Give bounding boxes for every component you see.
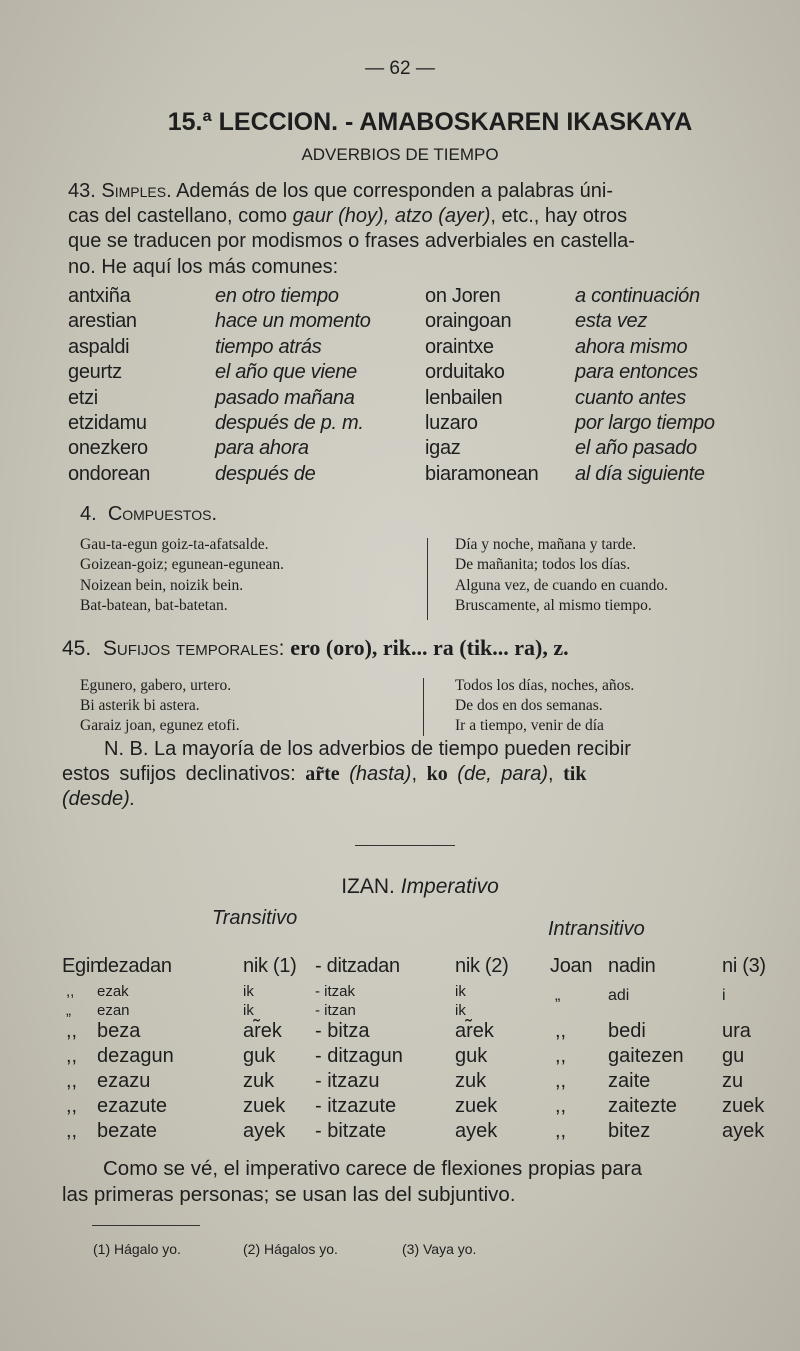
intransitivo-label: Intransitivo bbox=[548, 918, 645, 940]
heading-sufijos bbox=[62, 635, 569, 661]
trans-cell: ik bbox=[455, 983, 466, 1000]
suffix: tik bbox=[563, 763, 587, 785]
basque-adverb: igaz bbox=[425, 437, 461, 460]
trans-cell: guk bbox=[243, 1045, 276, 1067]
spanish-gloss: para entonces bbox=[575, 361, 698, 384]
text: estos sufijos declinativos: bbox=[62, 763, 306, 785]
trans-cell: ik bbox=[243, 983, 254, 1000]
header-cell: dezadan bbox=[97, 955, 172, 977]
spanish-gloss: para ahora bbox=[215, 437, 309, 460]
basque-phrase: Goizean-goiz; egunean-egunean. bbox=[80, 556, 284, 574]
basque-adverb: on Joren bbox=[425, 285, 501, 307]
intrans-cell: gu bbox=[722, 1045, 745, 1067]
intrans-cell: zaite bbox=[608, 1070, 651, 1092]
trans-cell: - bitzate bbox=[315, 1120, 387, 1142]
text: no. He aquí los más comunes: bbox=[68, 256, 339, 278]
intrans-cell: ,, bbox=[555, 1070, 567, 1092]
intrans-cell: ,, bbox=[555, 1120, 567, 1142]
intrans-cell: „ bbox=[555, 987, 561, 1004]
heading-simples: Simples bbox=[101, 180, 167, 202]
trans-cell: zuek bbox=[455, 1095, 498, 1117]
heading-compuestos bbox=[80, 503, 217, 526]
num: 45. bbox=[62, 637, 92, 660]
trans-cell: zuek bbox=[243, 1095, 286, 1117]
suffixes: ero (oro), rik... ra (tik... ra), z. bbox=[290, 635, 569, 660]
header-cell: nadin bbox=[608, 955, 656, 977]
spanish-gloss: Ir a tiempo, venir de día bbox=[455, 717, 604, 734]
spanish-gloss: De dos en dos semanas. bbox=[455, 697, 603, 714]
transitivo-label: Transitivo bbox=[212, 907, 298, 929]
footnote-2: (2) Hágalos yo. bbox=[243, 1241, 338, 1257]
title-italic: Imperativo bbox=[400, 875, 499, 898]
trans-cell: ,, bbox=[66, 1095, 78, 1117]
trans-cell: ayek bbox=[243, 1120, 286, 1142]
trans-cell: ,, bbox=[66, 1070, 78, 1092]
text: , etc., hay otros bbox=[490, 205, 628, 227]
trans-cell: guk bbox=[455, 1045, 488, 1067]
header-cell: Egin bbox=[62, 955, 101, 977]
header-cell: ni (3) bbox=[722, 955, 766, 977]
trans-cell: ik bbox=[455, 1002, 466, 1019]
izan-title bbox=[20, 875, 800, 899]
text: cas del castellano, como bbox=[68, 205, 293, 227]
intrans-cell: zu bbox=[722, 1070, 744, 1092]
spanish-gloss: pasado mañana bbox=[215, 386, 355, 409]
heading: Sufijos temporales: bbox=[102, 637, 285, 660]
divider bbox=[423, 678, 424, 736]
basque-adverb: antxiña bbox=[68, 285, 131, 307]
spanish-gloss: por largo tiempo bbox=[575, 412, 715, 434]
basque-adverb: etzidamu bbox=[68, 412, 147, 434]
closing-line1: Como se vé, el imperativo carece de flexiones propias para bbox=[103, 1157, 642, 1180]
intrans-cell: zuek bbox=[722, 1095, 765, 1117]
trans-cell: - bitza bbox=[315, 1020, 370, 1042]
nb-line3: (desde). bbox=[62, 788, 136, 810]
intrans-cell: gaitezen bbox=[608, 1045, 684, 1067]
basque-adverb: ondorean bbox=[68, 462, 151, 485]
intrans-cell: ura bbox=[722, 1020, 751, 1042]
trans-cell: dezagun bbox=[97, 1045, 174, 1067]
trans-cell: ar̃ek bbox=[455, 1020, 494, 1042]
trans-cell: ar̃ek bbox=[243, 1020, 282, 1042]
intrans-cell: adi bbox=[608, 987, 630, 1004]
trans-cell: beza bbox=[97, 1020, 141, 1042]
header-cell: Joan bbox=[550, 955, 593, 977]
spanish-gloss: en otro tiempo bbox=[215, 285, 339, 307]
spanish-gloss: el año que viene bbox=[215, 361, 357, 384]
basque-phrase: Garaiz joan, egunez etofi. bbox=[80, 717, 240, 734]
footnote-rule bbox=[92, 1225, 200, 1226]
heading: Compuestos. bbox=[107, 503, 218, 525]
suffix: ar̃te bbox=[305, 763, 340, 785]
text: . Además de los que corresponden a palabras úni- bbox=[166, 180, 614, 202]
basque-phrase: Egunero, gabero, urtero. bbox=[80, 677, 232, 694]
trans-cell: ,, bbox=[66, 983, 75, 1000]
basque-adverb: aspaldi bbox=[68, 335, 130, 358]
trans-cell: ezan bbox=[97, 1002, 130, 1019]
basque-adverb: onezkero bbox=[68, 437, 148, 460]
intrans-cell: ,, bbox=[555, 1095, 567, 1117]
basque-adverb: oraintxe bbox=[425, 335, 494, 358]
basque-adverb: arestian bbox=[68, 310, 137, 333]
examples: gaur (hoy), atzo (ayer) bbox=[292, 205, 491, 227]
trans-cell: bezate bbox=[97, 1120, 158, 1142]
header-cell: - ditzadan bbox=[315, 955, 400, 977]
title: IZAN. bbox=[341, 875, 395, 898]
header-cell: nik (1) bbox=[243, 955, 297, 977]
spanish-gloss: al día siguiente bbox=[575, 462, 705, 485]
page-number: — 62 — bbox=[365, 58, 435, 79]
gloss: (hasta) bbox=[349, 763, 412, 785]
intrans-cell: zaitezte bbox=[608, 1095, 677, 1117]
num: 4. bbox=[80, 503, 97, 525]
trans-cell: - itzazu bbox=[315, 1070, 380, 1092]
spanish-gloss: Día y noche, mañana y tarde. bbox=[455, 536, 637, 553]
spanish-gloss: esta vez bbox=[575, 310, 648, 333]
trans-cell: ezazu bbox=[97, 1070, 151, 1092]
footnote-3: (3) Vaya yo. bbox=[402, 1241, 477, 1257]
trans-cell: ezak bbox=[97, 983, 129, 1000]
intrans-cell: bitez bbox=[608, 1120, 651, 1142]
trans-cell: ,, bbox=[66, 1120, 78, 1142]
spanish-gloss: Alguna vez, de cuando en cuando. bbox=[455, 576, 669, 594]
trans-cell: - itzan bbox=[315, 1002, 356, 1019]
basque-phrase: Bat-batean, bat-batetan. bbox=[80, 596, 228, 614]
trans-cell: ,, bbox=[66, 1045, 78, 1067]
section-subtitle: ADVERBIOS DE TIEMPO bbox=[301, 145, 499, 164]
nb-line1: N. B. La mayoría de los adverbios de tiempo pueden recibir bbox=[104, 738, 631, 760]
basque-phrase: Gau-ta-egun goiz-ta-afatsalde. bbox=[80, 536, 269, 553]
basque-phrase: Bi asterik bi astera. bbox=[80, 697, 200, 714]
basque-adverb: orduitako bbox=[425, 361, 505, 384]
trans-cell: - ditzagun bbox=[315, 1045, 403, 1067]
trans-cell: ,, bbox=[66, 1020, 78, 1042]
trans-cell: ik bbox=[243, 1002, 254, 1019]
basque-adverb: etzi bbox=[68, 386, 98, 409]
trans-cell: ezazute bbox=[97, 1095, 168, 1117]
intrans-cell: bedi bbox=[608, 1020, 646, 1042]
spanish-gloss: tiempo atrás bbox=[215, 335, 322, 358]
basque-adverb: luzaro bbox=[425, 412, 478, 434]
basque-adverb: biaramonean bbox=[425, 462, 539, 485]
intrans-cell: ,, bbox=[555, 1020, 567, 1042]
spanish-gloss: ahora mismo bbox=[575, 335, 688, 358]
divider bbox=[427, 538, 428, 620]
lesson-title: 15.ª LECCION. - AMABOSKAREN IKASKAYA bbox=[167, 108, 693, 136]
closing-line2: las primeras personas; se usan las del subjuntivo. bbox=[62, 1183, 516, 1206]
spanish-gloss: cuanto antes bbox=[575, 386, 686, 409]
trans-cell: zuk bbox=[455, 1070, 487, 1092]
basque-phrase: Noizean bein, noizik bein. bbox=[80, 576, 244, 594]
intrans-cell: ayek bbox=[722, 1120, 765, 1142]
trans-cell: „ bbox=[66, 1002, 71, 1019]
trans-cell: ayek bbox=[455, 1120, 498, 1142]
header-cell: nik (2) bbox=[455, 955, 509, 977]
intrans-cell: ,, bbox=[555, 1045, 567, 1067]
spanish-gloss: hace un momento bbox=[215, 310, 371, 333]
text: que se traducen por modismos o frases adverbiales en castella- bbox=[68, 230, 635, 252]
suffix: ko bbox=[426, 763, 448, 785]
gloss: (de, para) bbox=[457, 763, 548, 785]
spanish-gloss: De mañanita; todos los días. bbox=[455, 556, 631, 574]
spanish-gloss: después de p. m. bbox=[215, 412, 364, 434]
spanish-gloss: a continuación bbox=[575, 285, 700, 307]
trans-cell: - itzazute bbox=[315, 1095, 397, 1117]
spanish-gloss: después de bbox=[215, 462, 316, 485]
spanish-gloss: Bruscamente, al mismo tiempo. bbox=[455, 596, 652, 614]
spanish-gloss: Todos los días, noches, años. bbox=[455, 677, 635, 694]
basque-adverb: oraingoan bbox=[425, 310, 512, 333]
para-number: 43. bbox=[68, 180, 102, 202]
trans-cell: - itzak bbox=[315, 983, 356, 1000]
basque-adverb: geurtz bbox=[68, 361, 122, 384]
separator bbox=[355, 845, 455, 846]
footnote-1: (1) Hágalo yo. bbox=[93, 1241, 181, 1257]
basque-adverb: lenbailen bbox=[425, 386, 503, 409]
intrans-cell: i bbox=[722, 987, 726, 1004]
nb-line2: estos sufijos declinativos: ar̃te (hasta), ko (de, para), tik bbox=[62, 763, 587, 785]
spanish-gloss: el año pasado bbox=[575, 437, 697, 460]
trans-cell: zuk bbox=[243, 1070, 275, 1092]
